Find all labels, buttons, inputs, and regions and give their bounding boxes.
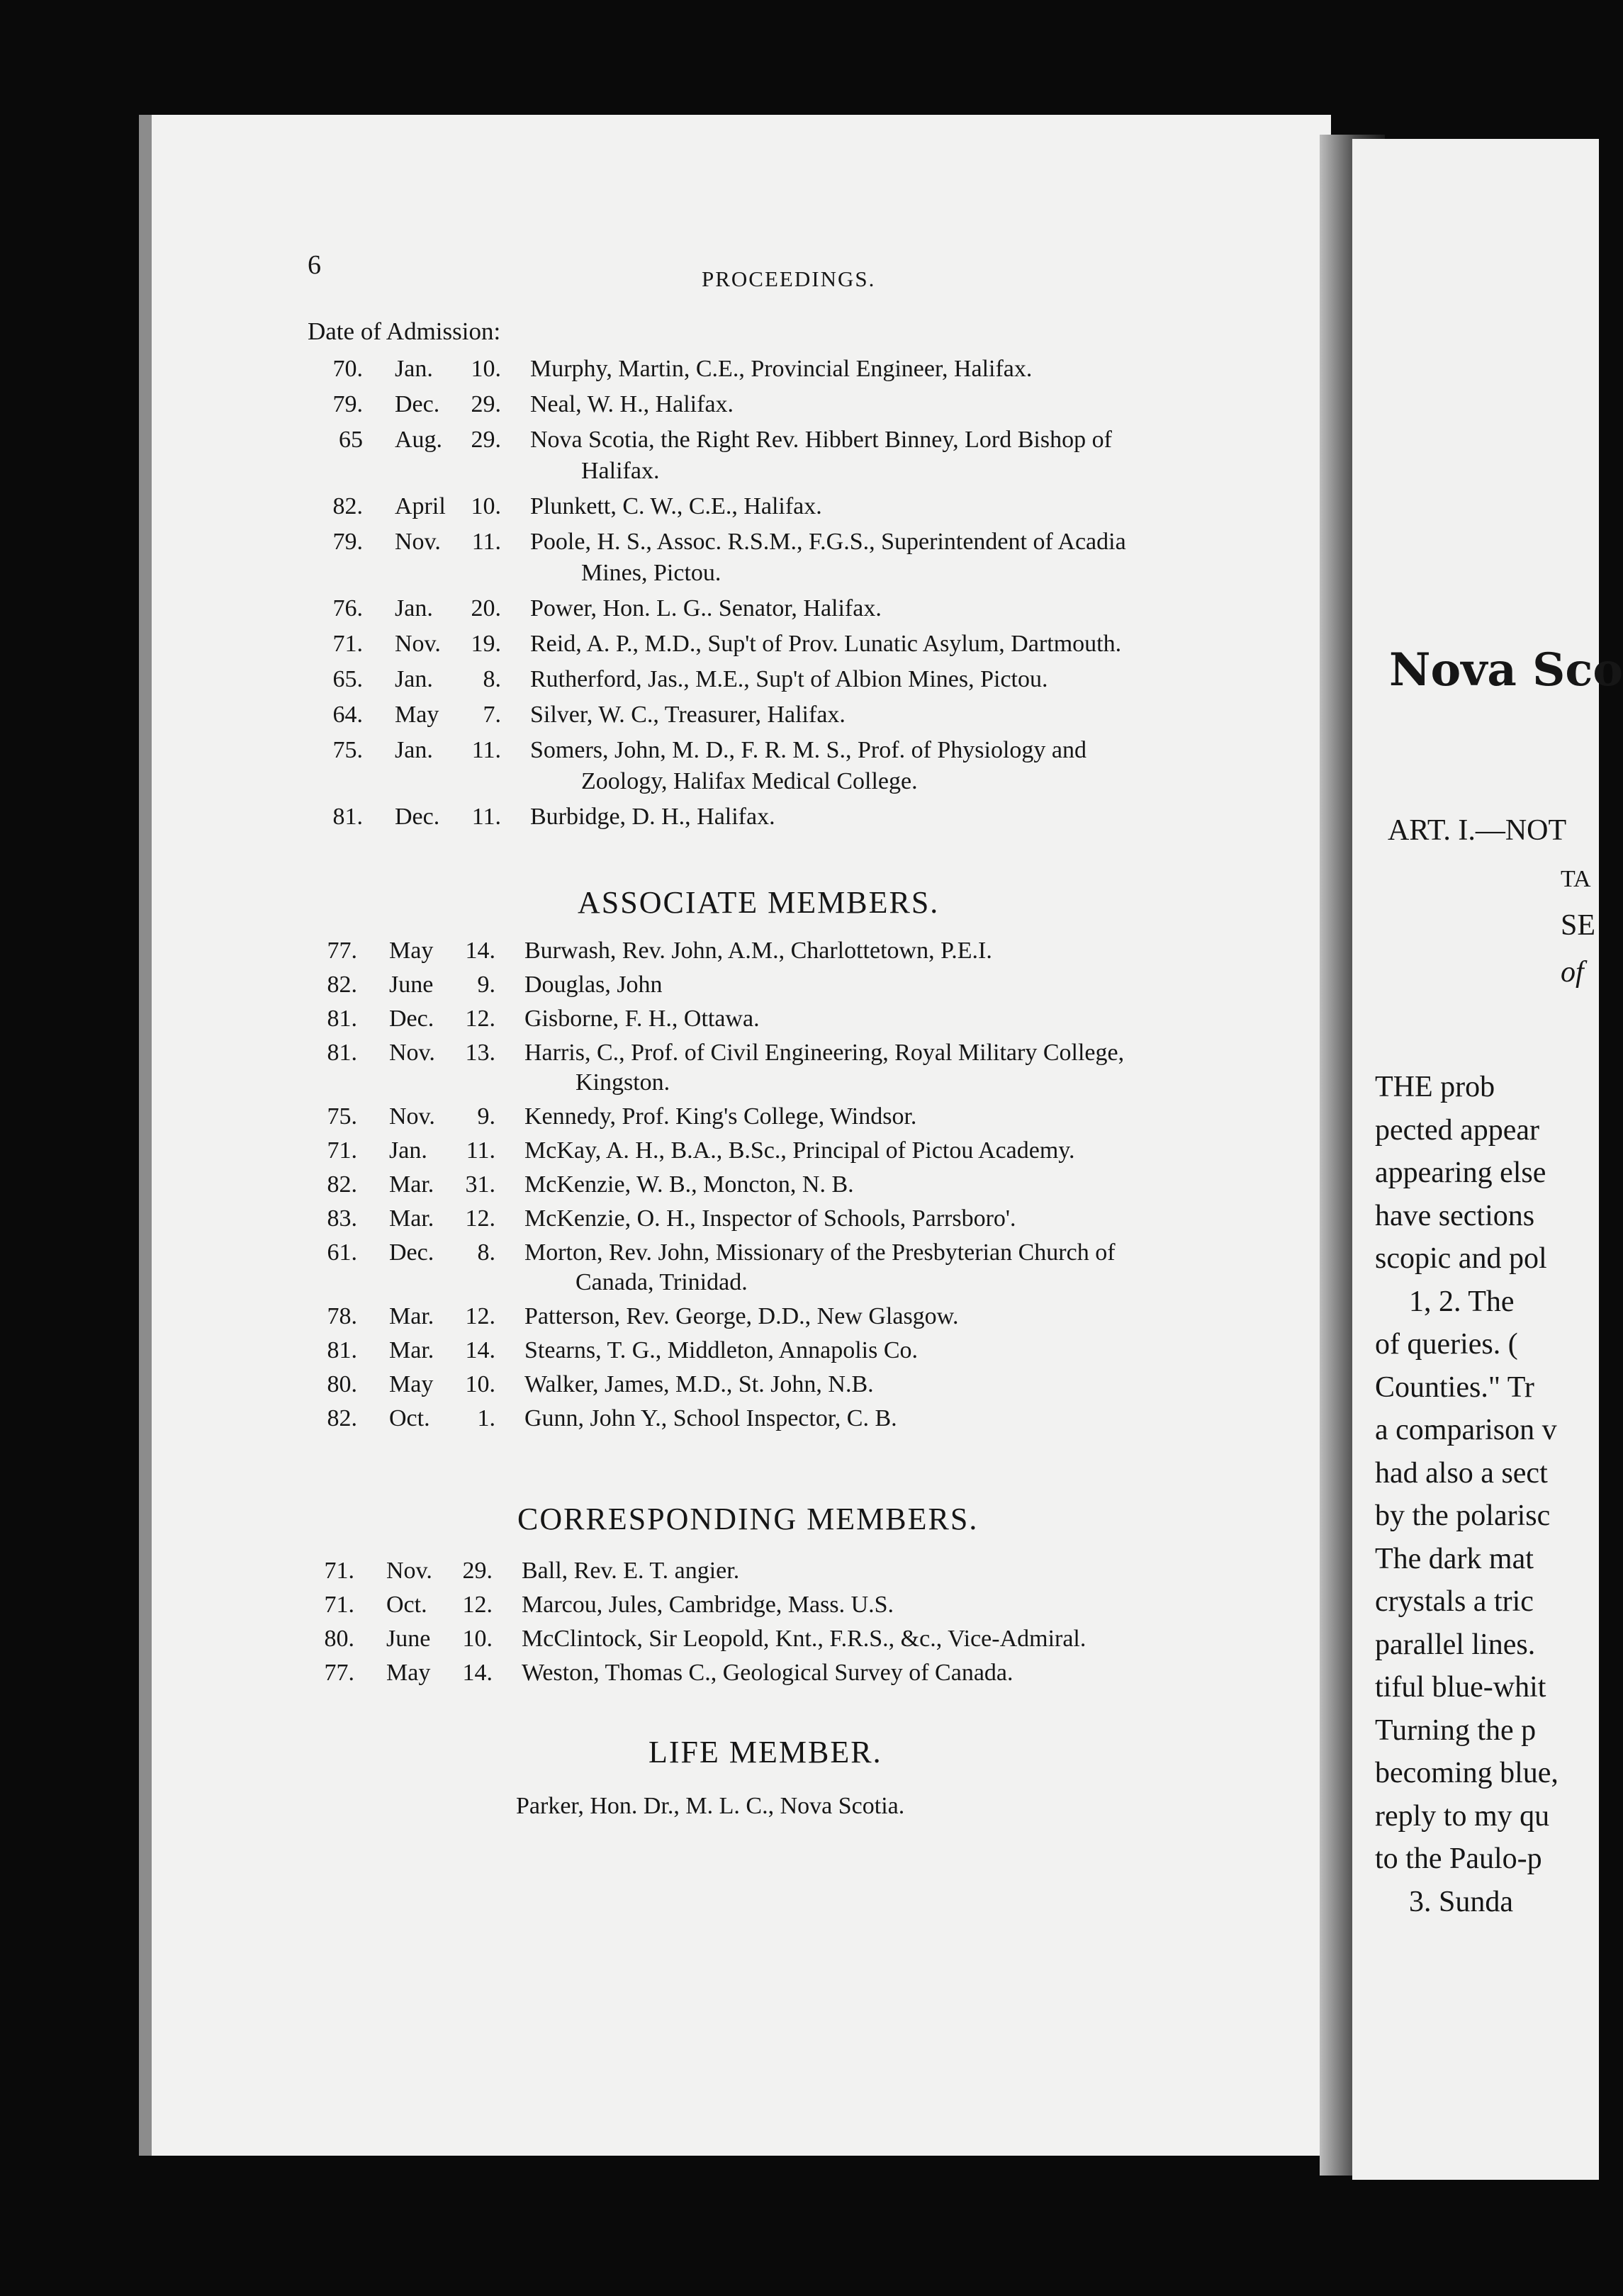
page-number: 6 [308,250,321,280]
admission-day: 13. [465,1040,495,1066]
right-page-line: 1, 2. The [1409,1285,1515,1318]
admission-year: 81. [327,1337,357,1363]
right-page-blackletter-title: Nova Sco [1389,643,1623,697]
right-page-line: had also a sect [1375,1456,1548,1490]
right-page-line: to the Paulo-p [1375,1842,1542,1875]
admission-day: 9. [477,1103,495,1130]
member-name: Murphy, Martin, C.E., Provincial Engineer, Halifax. [530,356,1033,382]
admission-month: May [389,938,434,964]
member-name: Power, Hon. L. G.. Senator, Halifax. [530,595,882,621]
admission-day: 12. [465,1303,495,1329]
member-name: Walker, James, M.D., St. John, N.B. [524,1371,874,1397]
right-page-article-title: ART. I.—NOT [1388,814,1567,847]
right-page-article-sub-2: SE [1561,909,1596,942]
member-name-continued: Canada, Trinidad. [575,1269,748,1295]
member-name-continued: Zoology, Halifax Medical College. [581,768,918,794]
admission-month: Mar. [389,1205,434,1232]
admission-month: Dec. [395,804,440,830]
admission-year: 82. [332,493,363,519]
member-name: Poole, H. S., Assoc. R.S.M., F.G.S., Superintendent of Acadia [530,529,1126,555]
right-page-body-text [1375,1070,1599,1991]
member-name: Silver, W. C., Treasurer, Halifax. [530,702,846,728]
admission-month: May [389,1371,434,1397]
member-name: Gunn, John Y., School Inspector, C. B. [524,1405,897,1431]
member-name: Nova Scotia, the Right Rev. Hibbert Binney, Lord Bishop of [530,427,1112,453]
admission-year: 75. [327,1103,357,1130]
admission-day: 10. [471,493,501,519]
admission-day: 19. [471,631,501,657]
admission-year: 71. [324,1592,354,1618]
admission-day: 14. [465,938,495,964]
admission-year: 78. [327,1303,357,1329]
admission-day: 11. [471,737,501,763]
admission-day: 31. [465,1171,495,1198]
admission-year: 77. [324,1660,354,1686]
admission-day: 8. [477,1239,495,1266]
admission-year: 82. [327,1405,357,1431]
member-name: Morton, Rev. John, Missionary of the Presbyterian Church of [524,1239,1116,1266]
admission-year: 65 [339,427,363,453]
life-member-entry: Parker, Hon. Dr., M. L. C., Nova Scotia. [516,1793,905,1819]
admission-day: 10. [471,356,501,382]
running-title: PROCEEDINGS. [702,266,876,291]
right-page-line: THE prob [1375,1071,1495,1103]
admission-month: Mar. [389,1303,434,1329]
admission-day: 14. [465,1337,495,1363]
admission-year: 83. [327,1205,357,1232]
admission-year: 81. [327,1040,357,1066]
admission-month: Jan. [395,666,433,692]
right-page-article-sub-1: TA [1561,866,1591,892]
admission-month: Jan. [395,356,433,382]
admission-month: June [389,972,434,998]
admission-year: 81. [332,804,363,830]
member-name: Kennedy, Prof. King's College, Windsor. [524,1103,917,1130]
admission-year: 65. [332,666,363,692]
member-name: Reid, A. P., M.D., Sup't of Prov. Lunatic Asylum, Dartmouth. [530,631,1122,657]
admission-year: 71. [327,1137,357,1164]
admission-month: Nov. [395,631,441,657]
admission-year: 79. [332,391,363,417]
admission-month: Oct. [389,1405,430,1431]
admission-month: Dec. [389,1239,434,1266]
admission-year: 77. [327,938,357,964]
member-name: Weston, Thomas C., Geological Survey of Canada. [522,1660,1013,1686]
member-name: Plunkett, C. W., C.E., Halifax. [530,493,822,519]
member-name: Harris, C., Prof. of Civil Engineering, Royal Military College, [524,1040,1125,1066]
admission-month: Nov. [395,529,441,555]
admission-day: 12. [465,1006,495,1032]
admission-month: Jan. [395,737,433,763]
member-name: Douglas, John [524,972,663,998]
right-page-line: crystals a tric [1375,1585,1534,1618]
right-page-line: have sections [1375,1199,1535,1232]
member-name-continued: Kingston. [575,1069,670,1096]
member-name-continued: Halifax. [581,458,660,484]
member-name: Marcou, Jules, Cambridge, Mass. U.S. [522,1592,894,1618]
admission-year: 61. [327,1239,357,1266]
member-name: Patterson, Rev. George, D.D., New Glasgow. [524,1303,959,1329]
admission-year: 82. [327,1171,357,1198]
right-page-line: The dark mat [1375,1542,1534,1575]
admission-month: Dec. [395,391,440,417]
admission-month: May [386,1660,431,1686]
admission-day: 10. [462,1626,493,1652]
right-page-line: by the polarisc [1375,1499,1551,1532]
admission-month: Jan. [395,595,433,621]
admission-year: 80. [324,1626,354,1652]
right-page-line: Turning the p [1375,1713,1537,1747]
admission-month: May [395,702,439,728]
admission-day: 10. [465,1371,495,1397]
admission-day: 8. [483,666,501,692]
admission-year: 76. [332,595,363,621]
admission-month: Nov. [389,1040,435,1066]
admission-year: 71. [324,1558,354,1584]
admission-month: June [386,1626,431,1652]
left-page [139,115,1331,2156]
admission-day: 7. [483,702,501,728]
admission-year: 70. [332,356,363,382]
admission-day: 29. [471,391,501,417]
admission-month: Mar. [389,1337,434,1363]
member-name: Ball, Rev. E. T. angier. [522,1558,740,1584]
admission-year: 80. [327,1371,357,1397]
right-page-line: pected appear [1375,1113,1540,1147]
admission-day: 29. [462,1558,493,1584]
life-member-heading: LIFE MEMBER. [648,1735,882,1769]
admission-day: 12. [462,1592,493,1618]
admission-day: 20. [471,595,501,621]
right-page-line: appearing else [1375,1157,1546,1189]
member-name: McKay, A. H., B.A., B.Sc., Principal of Pictou Academy. [524,1137,1075,1164]
member-name-continued: Mines, Pictou. [581,560,721,586]
member-name: Somers, John, M. D., F. R. M. S., Prof. of Physiology and [530,737,1087,763]
admission-month: Nov. [389,1103,435,1130]
admission-month: Aug. [395,427,443,453]
right-page-line: tiful blue-whit [1375,1671,1546,1704]
right-page-line: Counties." Tr [1375,1371,1534,1404]
admission-day: 29. [471,427,501,453]
right-page-line: of queries. ( [1375,1328,1518,1361]
admission-month: Oct. [386,1592,427,1618]
admission-day: 11. [466,1137,495,1164]
member-name: Rutherford, Jas., M.E., Sup't of Albion Mines, Pictou. [530,666,1048,692]
admission-year: 64. [332,702,363,728]
right-page-line: parallel lines. [1375,1628,1536,1661]
admission-month: April [395,493,446,519]
right-page-line: reply to my qu [1375,1799,1550,1833]
member-name: Gisborne, F. H., Ottawa. [524,1006,760,1032]
admission-day: 12. [465,1205,495,1232]
right-page-line: a comparison v [1375,1414,1557,1446]
right-page-line: scopic and pol [1375,1242,1547,1275]
admission-year: 82. [327,972,357,998]
associate-members-heading: ASSOCIATE MEMBERS. [578,885,940,920]
admission-year: 71. [332,631,363,657]
admission-day: 1. [477,1405,495,1431]
admission-year: 79. [332,529,363,555]
right-page-line: becoming blue, [1375,1757,1559,1789]
right-page-article-sub-3: of [1561,956,1584,989]
member-name: McKenzie, O. H., Inspector of Schools, Parrsboro'. [524,1205,1016,1232]
admission-day: 11. [471,804,501,830]
admission-month: Jan. [389,1137,427,1164]
member-name: Burbidge, D. H., Halifax. [530,804,775,830]
member-name: Burwash, Rev. John, A.M., Charlottetown, P.E.I. [524,938,992,964]
admission-month: Dec. [389,1006,434,1032]
admission-year: 75. [332,737,363,763]
admission-month: Nov. [386,1558,432,1584]
admission-day: 11. [471,529,501,555]
admission-day: 9. [477,972,495,998]
member-name: Stearns, T. G., Middleton, Annapolis Co. [524,1337,919,1363]
corresponding-members-heading: CORRESPONDING MEMBERS. [517,1502,979,1536]
right-page-line: 3. Sunda [1409,1885,1513,1918]
member-name: Neal, W. H., Halifax. [530,391,734,417]
admission-year: 81. [327,1006,357,1032]
date-of-admission-label: Date of Admission: [308,317,501,345]
admission-day: 14. [462,1660,493,1686]
admission-month: Mar. [389,1171,434,1198]
member-name: McKenzie, W. B., Moncton, N. B. [524,1171,854,1198]
member-name: McClintock, Sir Leopold, Knt., F.R.S., &c., Vice-Admiral. [522,1626,1086,1652]
